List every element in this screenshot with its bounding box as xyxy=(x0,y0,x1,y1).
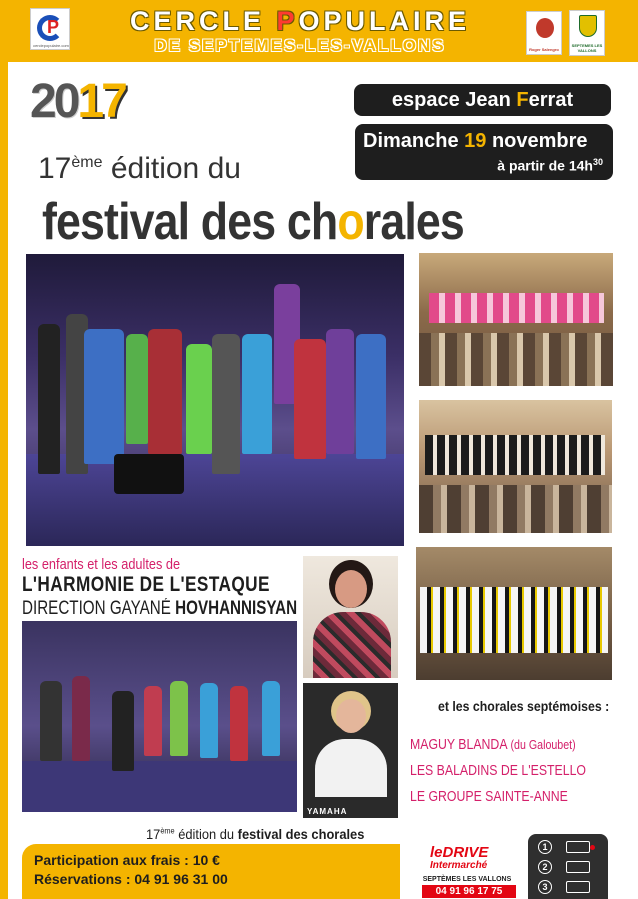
chorale-name: LE GROUPE SAINTE-ANNE xyxy=(410,788,568,805)
event-date xyxy=(363,130,588,153)
singer xyxy=(126,334,148,444)
drive-steps-panel xyxy=(528,834,608,899)
church-choir-photo-2 xyxy=(419,400,612,533)
singer xyxy=(170,681,188,756)
drive-name: leDRIVE xyxy=(430,844,489,861)
choir-stage-photo xyxy=(26,254,404,546)
venue-box xyxy=(354,84,611,116)
edition-num: 17 xyxy=(38,152,72,185)
logo-url: cerclepopulaire.com xyxy=(33,43,69,48)
direction-pre: DIRECTION GAYANÉ xyxy=(22,598,176,619)
festival-o: o xyxy=(337,193,364,251)
harmonie-direction xyxy=(22,598,297,620)
choir-row xyxy=(425,435,605,475)
chorale-item xyxy=(410,788,568,805)
festival-title xyxy=(42,192,464,252)
portrait-body xyxy=(315,739,387,797)
singer xyxy=(212,334,240,474)
bottom-edition-line xyxy=(146,826,364,842)
crest-shield-icon xyxy=(579,15,597,37)
salengro-logo xyxy=(526,11,562,55)
harmonie-intro: les enfants et les adultes de xyxy=(22,556,181,573)
venue-highlight: F xyxy=(516,89,529,111)
left-accent-strip xyxy=(0,62,8,899)
sponsor-drive-logo xyxy=(412,838,522,899)
singer xyxy=(262,681,280,756)
drive-step xyxy=(538,840,600,856)
singer xyxy=(326,329,354,454)
date-pre: Dimanche xyxy=(363,130,465,152)
edition-line xyxy=(38,152,241,186)
date-day: 19 xyxy=(464,130,487,152)
sponsor-phone: 04 91 96 17 75 xyxy=(422,885,516,898)
edition-text: édition du xyxy=(102,152,241,185)
festival-post: rales xyxy=(363,193,464,251)
chorale-note: (du Galoubet) xyxy=(507,737,576,752)
church-choir-photo-1 xyxy=(419,253,613,386)
director-portrait xyxy=(303,556,398,678)
drive-step xyxy=(538,880,600,896)
singer xyxy=(38,324,60,474)
edition-sup: ème xyxy=(71,154,103,171)
chorale-item xyxy=(410,762,586,779)
singer xyxy=(40,681,62,761)
singer xyxy=(148,329,182,454)
cp-p-letter: P xyxy=(47,17,60,37)
festival-pre: festival des ch xyxy=(42,193,338,251)
bottom-edition-sup: ème xyxy=(160,826,175,836)
chorale-photo-3 xyxy=(416,547,612,680)
singer xyxy=(84,329,124,464)
pianist-portrait xyxy=(303,683,398,818)
town-crest-logo xyxy=(569,10,605,56)
cercle-populaire-logo xyxy=(30,8,70,50)
venue-pre: espace Jean xyxy=(391,89,517,111)
singer xyxy=(356,334,386,459)
chorale-name: MAGUY BLANDA xyxy=(410,736,508,753)
audience xyxy=(419,485,612,533)
cart-icon xyxy=(566,861,590,873)
car-icon xyxy=(566,881,590,893)
portrait-face xyxy=(336,699,366,733)
venue-post: errat xyxy=(528,89,574,111)
date-box xyxy=(355,124,613,180)
computer-icon xyxy=(566,841,590,853)
title-red-letter: P xyxy=(276,6,299,36)
stage-monitor xyxy=(114,454,184,494)
participation-fee: Participation aux frais : 10 € xyxy=(34,852,220,868)
director-name: HOVHANNISYAN xyxy=(175,598,298,619)
singer xyxy=(112,691,134,771)
info-band xyxy=(22,844,400,899)
bottom-edition-num: 17 xyxy=(146,826,161,842)
chorale-item xyxy=(410,736,576,753)
singer xyxy=(242,334,272,454)
crest-logo-caption: SEPTEMES LES VALLONS xyxy=(571,43,603,53)
year-gray: 20 xyxy=(30,75,78,128)
title-pre: CERCLE xyxy=(129,6,277,36)
singer xyxy=(144,686,162,756)
portrait-logo-caption: Roger Salengro xyxy=(529,47,559,52)
time-hour: 14h xyxy=(568,157,593,174)
chorales-intro: et les chorales septémoises : xyxy=(438,698,610,714)
portrait-logo-icon xyxy=(536,18,554,38)
step-number: 1 xyxy=(538,840,552,854)
page-subtitle: DE SEPTEMES-LES-VALLONS xyxy=(154,36,446,55)
harmonie-stage-photo xyxy=(22,621,297,812)
stage-floor xyxy=(22,761,297,812)
drive-step xyxy=(538,860,600,876)
date-post: novembre xyxy=(486,130,588,152)
time-pre: à partir de xyxy=(497,157,569,174)
step-number: 2 xyxy=(538,860,552,874)
page-title xyxy=(95,6,505,37)
bottom-edition-bold: festival des chorales xyxy=(237,826,365,842)
singer xyxy=(72,676,90,761)
portrait-body xyxy=(313,612,391,678)
audience xyxy=(419,333,613,386)
chorale-name: LES BALADINS DE L'ESTELLO xyxy=(410,762,586,779)
piano-brand: YAMAHA xyxy=(307,807,348,816)
year-yellow: 17 xyxy=(77,75,125,128)
harmonie-name: L'HARMONIE DE L'ESTAQUE xyxy=(22,573,270,596)
bottom-edition-text: édition du xyxy=(174,826,238,842)
sponsor-town: SEPTÈMES LES VALLONS xyxy=(422,876,512,883)
time-min: 30 xyxy=(592,157,603,167)
choir-row xyxy=(420,587,608,653)
event-time xyxy=(497,157,603,174)
singer xyxy=(200,683,218,758)
cursor-dot xyxy=(590,845,595,850)
pink-choir-row xyxy=(429,293,604,323)
singer xyxy=(230,686,248,761)
singer xyxy=(186,344,212,454)
title-post: OPULAIRE xyxy=(298,6,471,36)
year xyxy=(30,74,125,129)
singer xyxy=(294,339,326,459)
intermarche-name: Intermarché xyxy=(430,860,488,871)
reservation-phone: Réservations : 04 91 96 31 00 xyxy=(34,871,228,887)
portrait-face xyxy=(335,570,367,608)
step-number: 3 xyxy=(538,880,552,894)
